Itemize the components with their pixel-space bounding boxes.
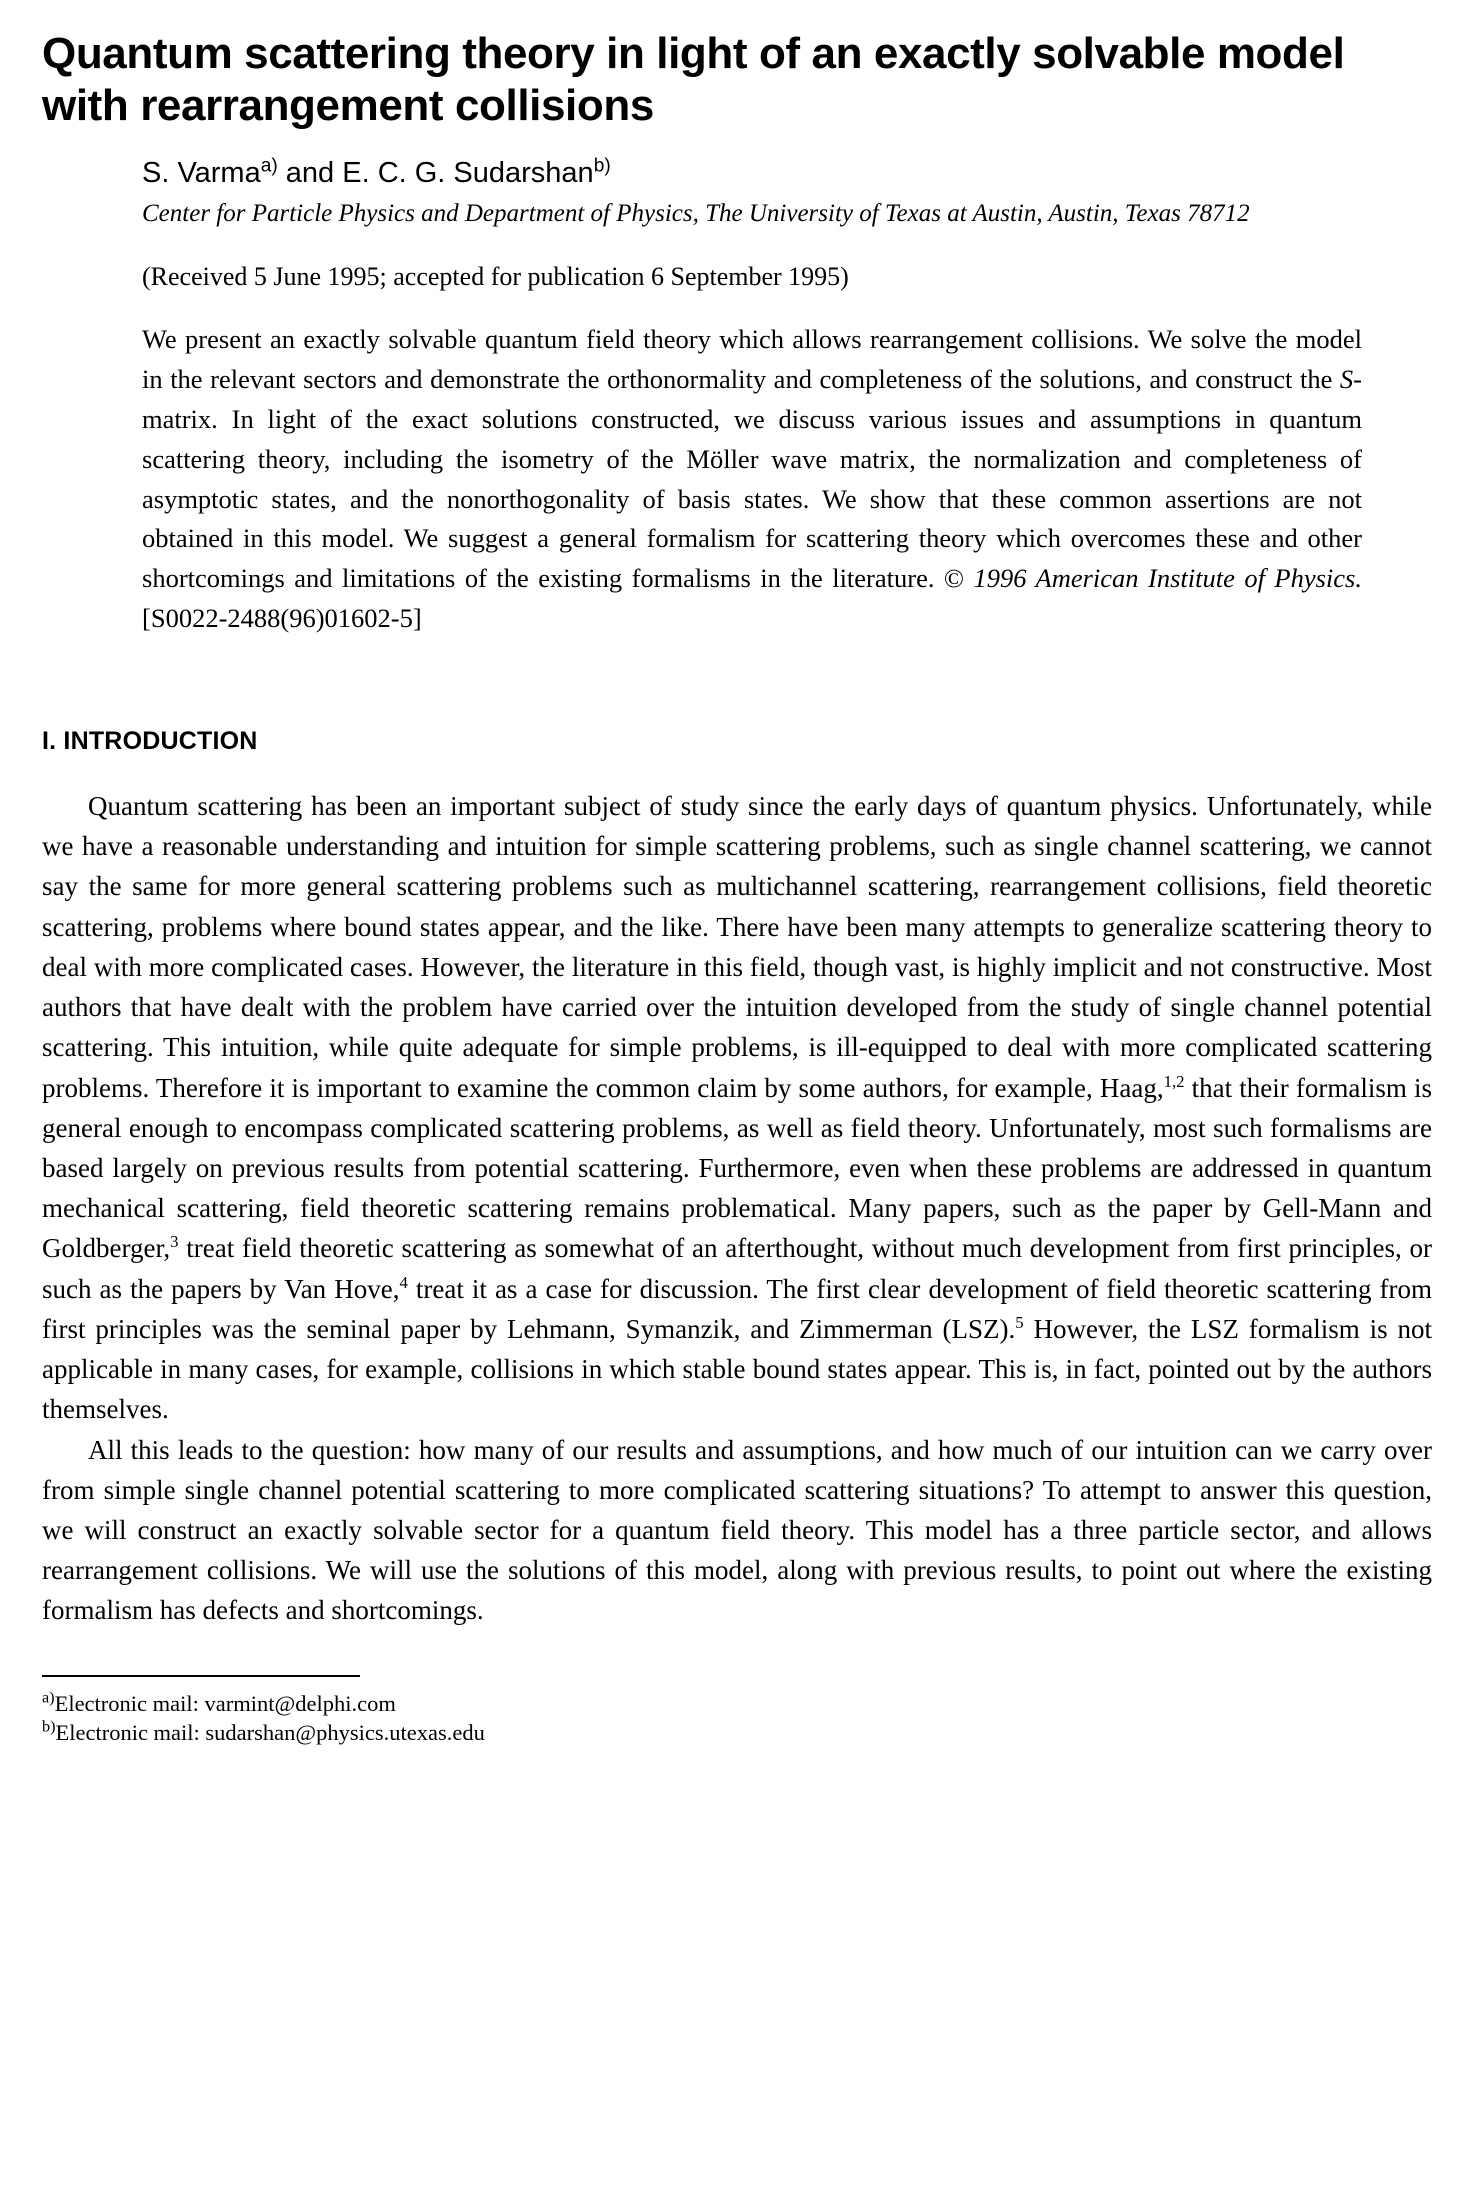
footnote-b [42, 1718, 1436, 1748]
article-identifier: [S0022-2488(96)01602-5] [142, 603, 422, 634]
abstract-part-2: -matrix. In light of the exact solutions constructed, we discuss various issues and assumptions in quantum scattering theory, including the isometry of the Möller wave matrix, the normalization and completeness of asymptotic states, and the nonorthogonality of basis states. We show that these common assertions are not obtained in this model. We suggest a general formalism for scattering theory which overcomes these and other shortcomings and limitations of the existing formalisms in the literature. © [142, 363, 1362, 594]
abstract-part-1: We present an exactly solvable quantum field theory which allows rearrangement collisions. We solve the model in the relevant sectors and demonstrate the orthonormality and completeness of the solutions, and construct the [142, 324, 1362, 394]
received-date: (Received 5 June 1995; accepted for publication 6 September 1995) [142, 262, 849, 292]
footnote-area [42, 1675, 1436, 1774]
citation-ref-1-2[interactable]: 1,2 [1163, 1071, 1185, 1091]
footnote-a-text[interactable]: Electronic mail: varmint@delphi.com [54, 1690, 396, 1716]
paragraph-1-text-e: However, the LSZ formalism is not applicable in many cases, for example, collisions in which stable bound states appear. This is, in fact, pointed out by the authors themselves. [42, 1313, 1432, 1425]
citation-ref-4[interactable]: 4 [399, 1272, 408, 1292]
footnote-divider [42, 1675, 360, 1677]
author-footnote-marker-b[interactable]: b) [593, 155, 611, 177]
author-footnote-marker-a[interactable]: a) [260, 155, 278, 177]
footnote-marker-a: a) [42, 1688, 55, 1707]
footnote-a [42, 1689, 1436, 1719]
paragraph-intro-1 [42, 786, 1436, 1430]
section-heading-introduction: I. INTRODUCTION [42, 727, 258, 756]
footnote-marker-b: b) [42, 1717, 56, 1736]
author-first: S. Varma [142, 156, 261, 189]
footnote-b-text[interactable]: Electronic mail: sudarshan@physics.utexas.edu [55, 1720, 485, 1746]
s-matrix-symbol: S [1339, 363, 1354, 394]
abstract [42, 320, 1436, 639]
paragraph-intro-2 [42, 1430, 1436, 1631]
page-title: Quantum scattering theory in light of an exactly solvable model with rearrangement collisions [42, 29, 1345, 131]
affiliation: Center for Particle Physics and Department of Physics, The University of Texas at Austin, Austin, Texas 78712 [142, 199, 1250, 227]
citation-ref-3[interactable]: 3 [170, 1232, 179, 1252]
copyright-notice: 1996 American Institute of Physics. [973, 563, 1362, 594]
author-list [142, 155, 1362, 191]
author-affiliation-block [42, 155, 1436, 294]
paragraph-1-text-b: that their formalism is general enough to encompass complicated scattering problems, as well as field theory. Unfortunately, most such formalisms are based largely on previous results from potential scattering. Furthermore, even when these problems are addressed in quantum mechanical scattering, field theoretic scattering remains problematical. Many papers, such as the paper by Gell-Mann and Goldberger, [42, 1072, 1432, 1264]
citation-ref-5[interactable]: 5 [1015, 1312, 1024, 1332]
paragraph-2-text: All this leads to the question: how many of our results and assumptions, and how much of our intuition can we carry over from simple single channel potential scattering to more complicated scattering situations? To attempt to answer this question, we will construct an exactly solvable sector for a quantum field theory. This model has a three particle sector, and allows rearrangement collisions. We will use the solutions of this model, along with previous results, to point out where the existing formalism has defects and shortcomings. [42, 1434, 1432, 1626]
author-conjunction: and E. C. G. Sudarshan [277, 156, 594, 189]
paragraph-1-text-d: treat it as a case for discussion. The first clear development of field theoretic scattering from first principles was the seminal paper by Lehmann, Symanzik, and Zimmerman (LSZ). [42, 1273, 1432, 1344]
paragraph-1-text-a: Quantum scattering has been an important subject of study since the early days of quantum physics. Unfortunately, while we have a reasonable understanding and intuition for simple scattering problems, such as single channel scattering, we cannot say the same for more general scattering problems such as multichannel scattering, rearrangement collisions, field theoretic scattering, problems where bound states appear, and the like. There have been many attempts to generalize scattering theory to deal with more complicated cases. However, the literature in this field, though vast, is highly implicit and not constructive. Most authors that have dealt with the problem have carried over the intuition developed from the study of single channel potential scattering. This intuition, while quite adequate for simple problems, is ill-equipped to deal with more complicated scattering problems. Therefore it is important to examine the common claim by some authors, for example, Haag, [42, 791, 1432, 1103]
paragraph-1-text-c: treat field theoretic scattering as somewhat of an afterthought, without much development from first principles, or such as the papers by Van Hove, [42, 1233, 1432, 1304]
